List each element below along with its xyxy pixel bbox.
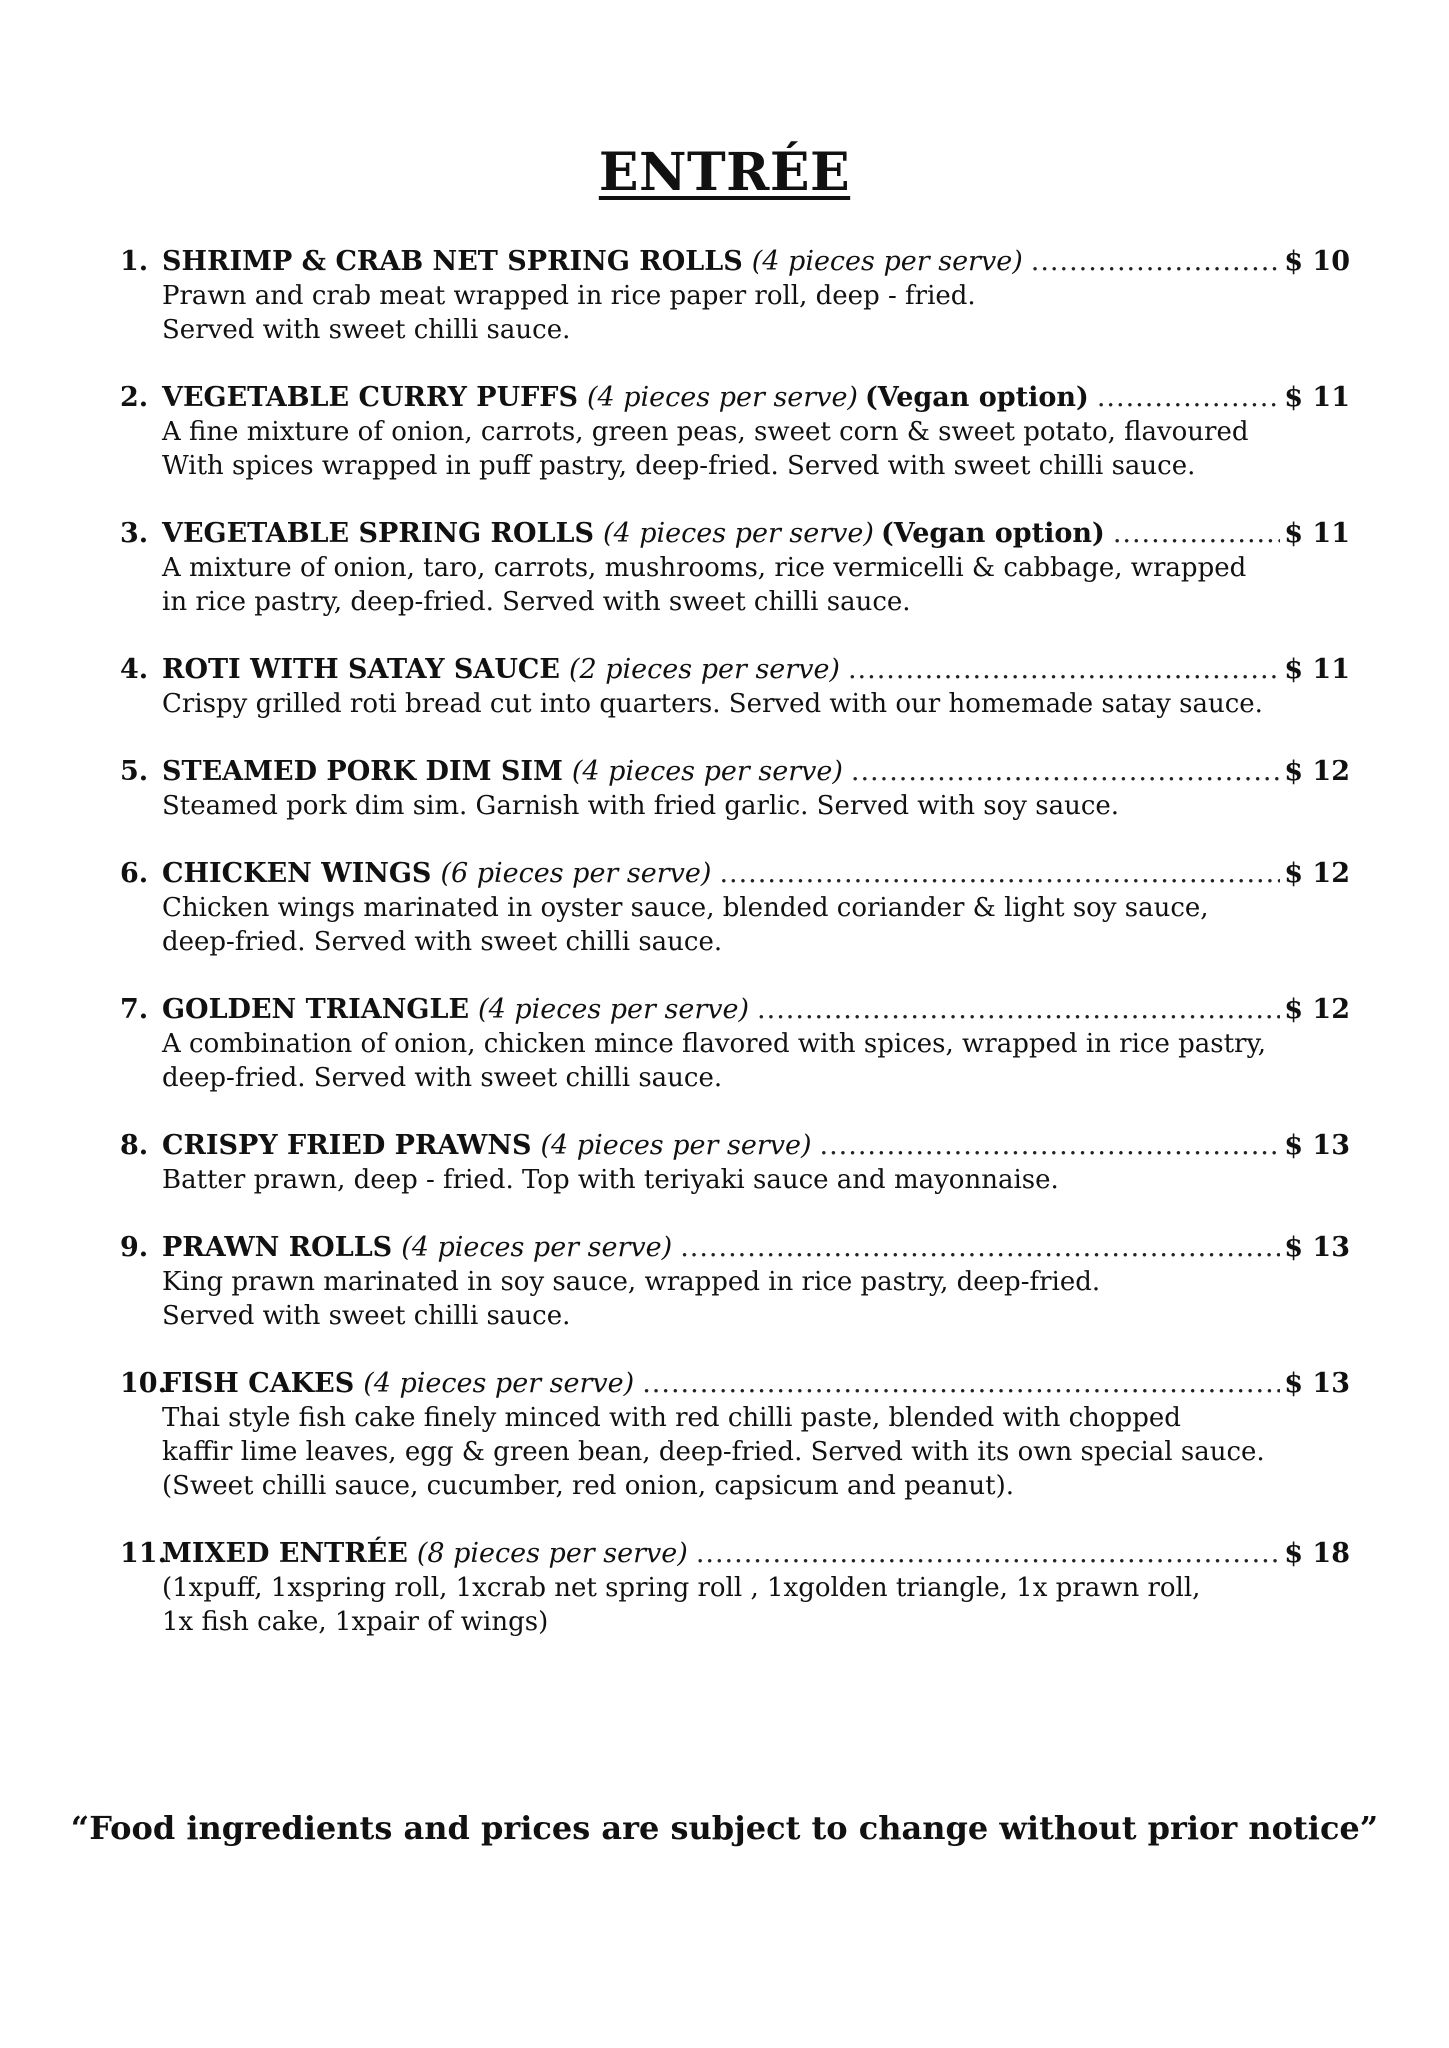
item-price: $ 11 bbox=[1284, 654, 1350, 685]
item-description-line: Crispy grilled roti bread cut into quarters. Served with our homemade satay sauce. bbox=[162, 689, 1263, 719]
menu-item bbox=[120, 653, 1350, 721]
item-description-line: A mixture of onion, taro, carrots, mushrooms, rice vermicelli & cabbage, wrapped bbox=[162, 553, 1247, 583]
item-serve-size: (2 pieces per serve) bbox=[568, 654, 840, 685]
item-name: MIXED ENTRÉE bbox=[162, 1538, 408, 1569]
item-price: $ 13 bbox=[1284, 1232, 1350, 1263]
item-description-line: Served with sweet chilli sauce. bbox=[162, 1301, 571, 1331]
item-serve-size: (8 pieces per serve) bbox=[416, 1538, 688, 1569]
item-description-line: 1x fish cake, 1xpair of wings) bbox=[162, 1607, 549, 1637]
menu-item-header bbox=[120, 245, 1350, 279]
item-vegan-option: (Vegan option) bbox=[880, 518, 1105, 549]
dot-leader bbox=[719, 857, 1280, 891]
item-description-line: (1xpuff, 1xspring roll, 1xcrab net spring roll , 1xgolden triangle, 1x prawn roll, bbox=[162, 1573, 1201, 1603]
dot-leader bbox=[851, 755, 1280, 789]
item-name: VEGETABLE SPRING ROLLS bbox=[162, 518, 594, 549]
item-serve-size: (6 pieces per serve) bbox=[440, 858, 712, 889]
item-number: 6. bbox=[120, 858, 149, 889]
menu-item-header bbox=[120, 1367, 1350, 1401]
item-description-line: A fine mixture of onion, carrots, green peas, sweet corn & sweet potato, flavoured bbox=[162, 417, 1249, 447]
item-price: $ 13 bbox=[1284, 1368, 1350, 1399]
item-price: $ 12 bbox=[1284, 756, 1350, 787]
menu-item-list bbox=[120, 245, 1350, 1673]
item-description-line: Steamed pork dim sim. Garnish with fried garlic. Served with soy sauce. bbox=[162, 791, 1120, 821]
item-serve-size: (4 pieces per serve) bbox=[363, 1368, 635, 1399]
item-serve-size: (4 pieces per serve) bbox=[602, 518, 874, 549]
menu-item-header bbox=[120, 1231, 1350, 1265]
menu-item bbox=[120, 857, 1350, 959]
menu-item-header bbox=[120, 381, 1350, 415]
item-name: SHRIMP & CRAB NET SPRING ROLLS bbox=[162, 246, 743, 277]
item-number: 3. bbox=[120, 518, 149, 549]
item-number: 1. bbox=[120, 246, 149, 277]
menu-item bbox=[120, 245, 1350, 347]
item-serve-size: (4 pieces per serve) bbox=[586, 382, 858, 413]
item-description-line: Served with sweet chilli sauce. bbox=[162, 315, 571, 345]
item-serve-size: (4 pieces per serve) bbox=[478, 994, 750, 1025]
item-name: FISH CAKES bbox=[162, 1368, 355, 1399]
menu-item bbox=[120, 381, 1350, 483]
item-price: $ 12 bbox=[1284, 858, 1350, 889]
menu-item bbox=[120, 1129, 1350, 1197]
item-number: 5. bbox=[120, 756, 149, 787]
item-name: ROTI WITH SATAY SAUCE bbox=[162, 654, 560, 685]
menu-item bbox=[120, 755, 1350, 823]
item-description-line: in rice pastry, deep-fried. Served with sweet chilli sauce. bbox=[162, 587, 911, 617]
item-serve-size: (4 pieces per serve) bbox=[401, 1232, 673, 1263]
menu-item-header bbox=[120, 517, 1350, 551]
menu-item bbox=[120, 517, 1350, 619]
item-number: 9. bbox=[120, 1232, 149, 1263]
menu-item bbox=[120, 1231, 1350, 1333]
item-description-line: kaffir lime leaves, egg & green bean, deep-fried. Served with its own special sauce. bbox=[162, 1437, 1265, 1467]
menu-item-header bbox=[120, 755, 1350, 789]
item-description-line: deep-fried. Served with sweet chilli sauce. bbox=[162, 927, 723, 957]
dot-leader bbox=[1113, 517, 1280, 551]
item-description-line: A combination of onion, chicken mince flavored with spices, wrapped in rice pastry, bbox=[162, 1029, 1266, 1059]
dot-leader bbox=[642, 1367, 1280, 1401]
dot-leader bbox=[820, 1129, 1281, 1163]
item-serve-size: (4 pieces per serve) bbox=[751, 246, 1023, 277]
menu-item bbox=[120, 993, 1350, 1095]
page-title: ENTRÉE bbox=[598, 141, 851, 203]
item-number: 2. bbox=[120, 382, 149, 413]
dot-leader bbox=[1097, 381, 1280, 415]
item-price: $ 13 bbox=[1284, 1130, 1350, 1161]
item-name: CRISPY FRIED PRAWNS bbox=[162, 1130, 532, 1161]
item-description-line: Chicken wings marinated in oyster sauce, blended coriander & light soy sauce, bbox=[162, 893, 1209, 923]
item-number: 10. bbox=[120, 1368, 167, 1399]
item-price: $ 11 bbox=[1284, 382, 1350, 413]
item-description-line: With spices wrapped in puff pastry, deep-fried. Served with sweet chilli sauce. bbox=[162, 451, 1196, 481]
item-description-line: Prawn and crab meat wrapped in rice paper roll, deep - fried. bbox=[162, 281, 976, 311]
item-name: CHICKEN WINGS bbox=[162, 858, 432, 889]
item-name: STEAMED PORK DIM SIM bbox=[162, 756, 563, 787]
menu-item bbox=[120, 1537, 1350, 1639]
dot-leader bbox=[848, 653, 1280, 687]
item-number: 11. bbox=[120, 1538, 167, 1569]
menu-item-header bbox=[120, 1537, 1350, 1571]
item-number: 8. bbox=[120, 1130, 149, 1161]
item-vegan-option: (Vegan option) bbox=[864, 382, 1089, 413]
item-description-line: King prawn marinated in soy sauce, wrapped in rice pastry, deep-fried. bbox=[162, 1267, 1101, 1297]
menu-item-header bbox=[120, 1129, 1350, 1163]
menu-item bbox=[120, 1367, 1350, 1503]
dot-leader bbox=[680, 1231, 1280, 1265]
item-serve-size: (4 pieces per serve) bbox=[571, 756, 843, 787]
item-description-line: deep-fried. Served with sweet chilli sauce. bbox=[162, 1063, 723, 1093]
item-name: GOLDEN TRIANGLE bbox=[162, 994, 470, 1025]
item-number: 4. bbox=[120, 654, 149, 685]
item-price: $ 18 bbox=[1284, 1538, 1350, 1569]
item-price: $ 12 bbox=[1284, 994, 1350, 1025]
item-name: PRAWN ROLLS bbox=[162, 1232, 393, 1263]
item-description-line: Batter prawn, deep - fried. Top with teriyaki sauce and mayonnaise. bbox=[162, 1165, 1059, 1195]
menu-item-header bbox=[120, 993, 1350, 1027]
dot-leader bbox=[757, 993, 1280, 1027]
item-number: 7. bbox=[120, 994, 149, 1025]
item-description-line: Thai style fish cake finely minced with red chilli paste, blended with chopped bbox=[162, 1403, 1181, 1433]
dot-leader bbox=[696, 1537, 1280, 1571]
item-name: VEGETABLE CURRY PUFFS bbox=[162, 382, 578, 413]
item-description-line: (Sweet chilli sauce, cucumber, red onion, capsicum and peanut). bbox=[162, 1471, 1014, 1501]
item-serve-size: (4 pieces per serve) bbox=[540, 1130, 812, 1161]
price-change-notice: “Food ingredients and prices are subject to change without prior notice” bbox=[70, 1809, 1379, 1847]
menu-item-header bbox=[120, 857, 1350, 891]
dot-leader bbox=[1031, 245, 1281, 279]
item-price: $ 10 bbox=[1284, 246, 1350, 277]
item-price: $ 11 bbox=[1284, 518, 1350, 549]
menu-item-header bbox=[120, 653, 1350, 687]
